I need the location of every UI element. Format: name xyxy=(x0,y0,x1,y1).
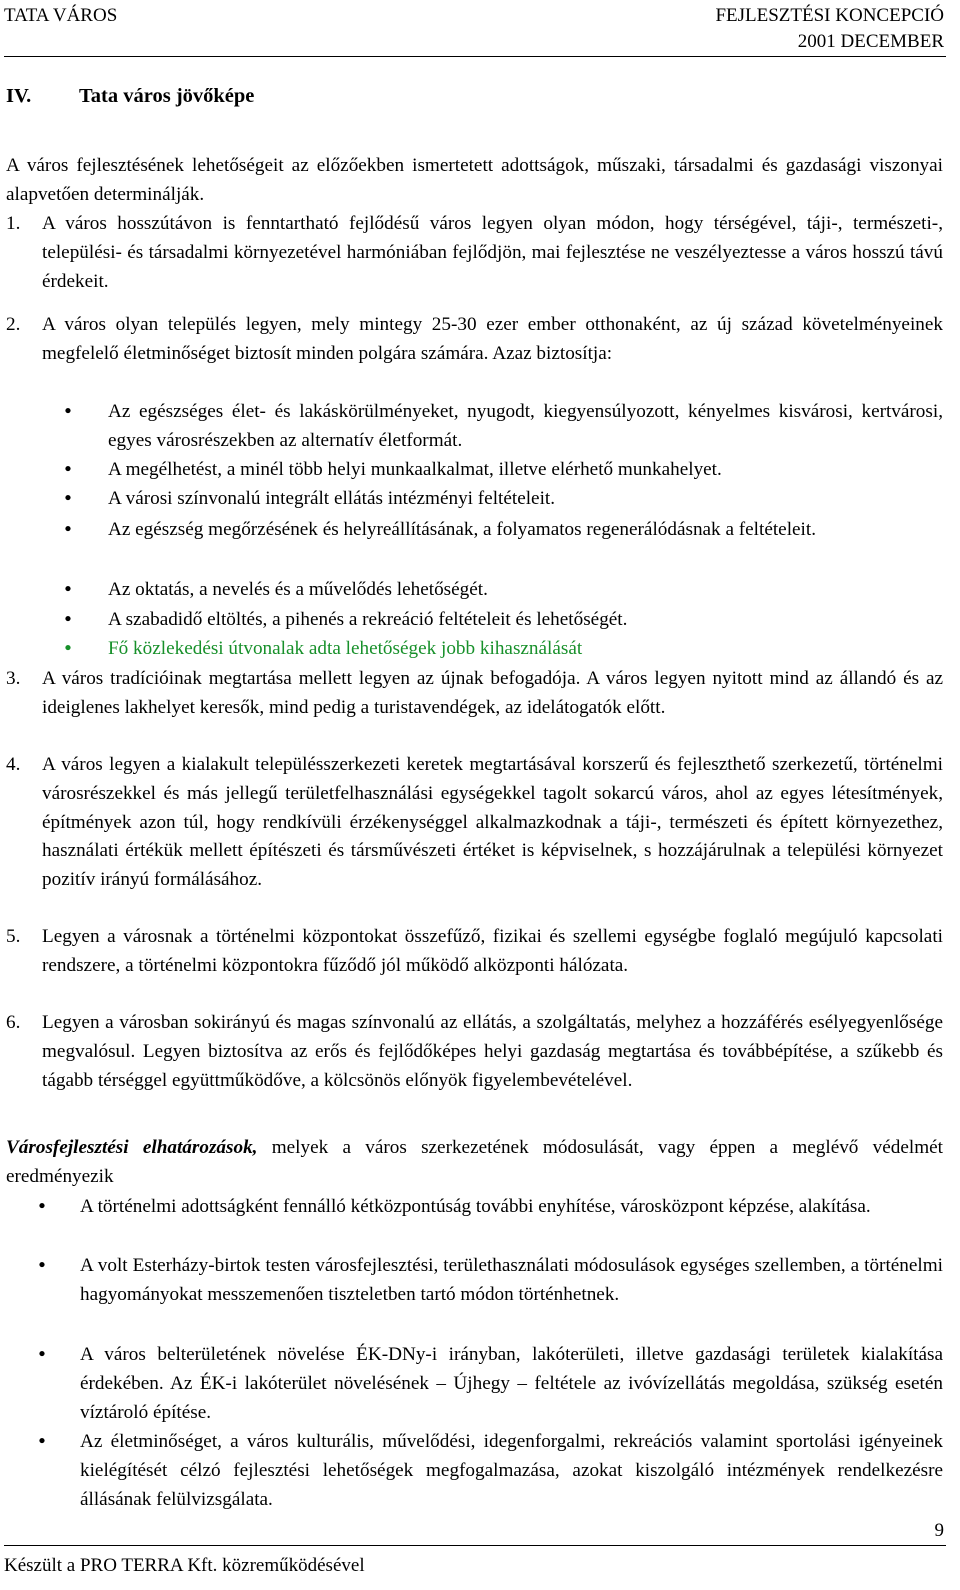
list-item xyxy=(6,665,943,752)
bullet-item xyxy=(34,1252,943,1339)
footer-credit: Készült a PRO TERRA Kft. közreműködésével xyxy=(4,1555,365,1576)
bullet-icon: • xyxy=(64,519,72,540)
decisions-rest: melyek a város szerkezetének módosulását, vagy éppen a meglévő védelmét eredményezik xyxy=(6,1137,943,1187)
bullet-text: A város belterületének növelése ÉK-DNy-i irányban, lakóterületi, illetve gazdasági területek kialakítása érdekében. Az ÉK-i lakóterület növelésének – Újhegy – feltétele az ivóvízellátás megoldása, szükség esetén víztároló építése. xyxy=(80,1344,943,1423)
list-item-text: Legyen a városnak a történelmi központokat összefűző, fizikai és szellemi egységbe foglaló megújuló kapcsolati rendszere, a történelmi központokra fűződő jól működő alközponti hálózata. xyxy=(42,926,943,976)
bullet-icon: • xyxy=(64,488,72,509)
list-item-number: 6. xyxy=(6,1012,21,1033)
bullet-item xyxy=(60,398,943,456)
section-title: Tata város jövőképe xyxy=(79,85,255,107)
bullet-text: Fő közlekedési útvonalak adta lehetőségek jobb kihasználását xyxy=(108,638,583,659)
list-item-text: A város hosszútávon is fenntartható fejlődésű város legyen olyan módon, hogy térségével, táji-, természeti-, települési- és társadalmi környezetével harmóniában fejlődjön, mai fejlesztése ne veszélyeztesse a város hosszú távú érdekeit. xyxy=(42,213,943,292)
bullet-item xyxy=(34,1428,943,1515)
list-item-number: 5. xyxy=(6,926,21,947)
bullet-icon: • xyxy=(64,401,72,422)
section-number: IV. xyxy=(6,85,32,107)
bullet-icon: • xyxy=(38,1344,46,1365)
bullet-item xyxy=(34,1341,943,1428)
header-date: 2001 DECEMBER xyxy=(797,31,944,52)
bullet-text: A volt Esterházy-birtok testen városfejlesztési, területhasználati módosulások egységes szellemben, a történelmi hagyományokat messzemenően tiszteletben tartó módon történhetnek. xyxy=(80,1255,943,1305)
list-item-number: 4. xyxy=(6,754,21,775)
bullet-text: Az egészséges élet- és lakáskörülményeket, nyugodt, kiegyensúlyozott, kényelmes kisvárosi, kertvárosi, egyes városrészekben az alternatív életformát. xyxy=(108,401,943,451)
bullet-icon: • xyxy=(64,638,72,659)
list-item-number: 1. xyxy=(6,213,21,234)
bullet-item xyxy=(60,606,943,635)
list-item-text: A város legyen a kialakult településszerkezeti keretek megtartásával korszerű és fejleszthető szerkezetű, történelmi városrészekkel és más jellegű területfelhasználási egységekkel tagolt sokarcú város, ahol az egyes létesítmények, építmények azon túl, hogy rendkívüli érzékenységgel alkalmazkodnak a táji-, természeti és épített környezethez, használati értékük mellett építészeti és társművészeti értéket is képviselnek, s hozzájárulnak a települési környezet pozitív irányú formálásához. xyxy=(42,754,943,891)
decisions-paragraph xyxy=(6,1134,943,1192)
header-rule xyxy=(4,56,946,57)
list-item-text: A város olyan település legyen, mely mintegy 25-30 ezer ember otthonaként, az új század követelményeinek megfelelő életminőséget biztosít minden polgára számára. Azaz biztosítja: xyxy=(42,314,943,364)
list-item-number: 2. xyxy=(6,314,21,335)
bullet-icon: • xyxy=(38,1196,46,1217)
bullet-item xyxy=(60,576,943,605)
bullet-item xyxy=(34,1193,943,1251)
header-left-title: TATA VÁROS xyxy=(4,5,118,26)
bullet-icon: • xyxy=(38,1431,46,1452)
intro-paragraph: A város fejlesztésének lehetőségeit az előzőekben ismertetett adottságok, műszaki, társadalmi és gazdasági viszonyai alapvetően determinálják. xyxy=(6,155,943,205)
list-item xyxy=(6,311,943,398)
list-item xyxy=(6,923,943,1010)
decisions-lead: Városfejlesztési elhatározások, xyxy=(6,1137,258,1158)
footer-rule xyxy=(4,1545,946,1546)
list-item-number: 3. xyxy=(6,668,21,689)
list-item xyxy=(6,1009,943,1125)
bullet-text: A megélhetést, a minél több helyi munkaalkalmat, illetve elérhető munkahelyet. xyxy=(108,459,722,480)
bullet-text: Az oktatás, a nevelés és a művelődés lehetőségét. xyxy=(108,579,488,600)
bullet-text: A városi színvonalú integrált ellátás intézményi feltételeit. xyxy=(108,488,556,509)
header-right-title: FEJLESZTÉSI KONCEPCIÓ xyxy=(715,5,944,26)
bullet-item xyxy=(60,456,943,485)
bullet-item xyxy=(60,516,943,574)
bullet-icon: • xyxy=(64,579,72,600)
bullet-text: Az életminőséget, a város kulturális, művelődési, idegenforgalmi, rekreációs valamint sportolási igényeinek kielégítését célzó fejlesztési lehetőségek megfogalmazása, azokat kiszolgáló intézmények rendelkezésre állásának felülvizsgálata. xyxy=(80,1431,943,1510)
list-item-text: Legyen a városban sokirányú és magas színvonalú az ellátás, a szolgáltatás, melyhez a hozzáférés esélyegyenlősége megvalósul. Legyen biztosítva az erős és fejlődőképes helyi gazdaság megtartása és továbbépítése, a szűkebb és tágabb térséggel együttműködőve, a kölcsönös előnyök figyelembevételével. xyxy=(42,1012,943,1091)
bullet-text: Az egészség megőrzésének és helyreállításának, a folyamatos regenerálódásnak a feltételeit. xyxy=(108,519,816,540)
bullet-item xyxy=(60,485,943,514)
bullet-item-highlighted xyxy=(60,635,943,664)
bullet-text: A szabadidő eltöltés, a pihenés a rekreáció feltételeit és lehetőségét. xyxy=(108,609,628,630)
list-item-text: A város tradícióinak megtartása mellett legyen az újnak befogadója. A város legyen nyitott mind az állandó és az ideiglenes lakhelyet keresők, mind pedig a turistavendégek, az idelátogatók előtt. xyxy=(42,668,943,718)
bullet-icon: • xyxy=(38,1255,46,1276)
bullet-icon: • xyxy=(64,459,72,480)
list-item xyxy=(6,751,943,925)
page-number: 9 xyxy=(934,1520,944,1541)
list-item xyxy=(6,210,943,297)
bullet-icon: • xyxy=(64,609,72,630)
bullet-text: A történelmi adottságként fennálló kétközpontúság további enyhítése, városközpont képzése, alakítása. xyxy=(80,1196,871,1217)
